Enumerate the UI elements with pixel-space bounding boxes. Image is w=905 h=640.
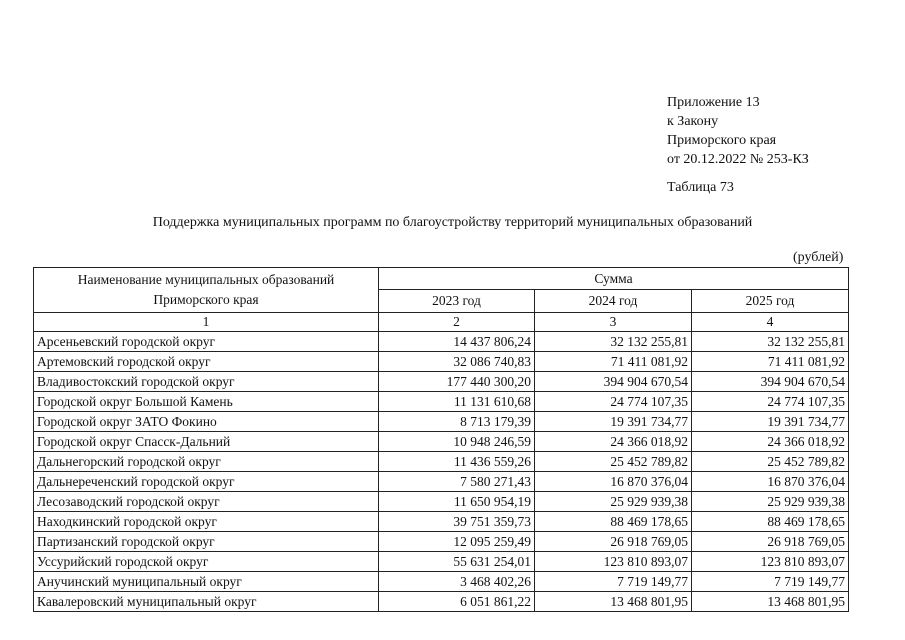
column-number: 1 xyxy=(34,313,379,332)
amount-2025: 25 452 789,82 xyxy=(692,452,849,472)
header-name-line2: Приморского края xyxy=(153,292,259,307)
amount-2023: 55 631 254,01 xyxy=(379,552,535,572)
municipality-name: Владивостокский городской округ xyxy=(34,372,379,392)
municipality-name: Городской округ ЗАТО Фокино xyxy=(34,412,379,432)
table-row xyxy=(34,392,849,412)
municipality-name: Находкинский городской округ xyxy=(34,512,379,532)
budget-table xyxy=(33,267,849,612)
municipality-name: Арсеньевский городской округ xyxy=(34,332,379,352)
column-number: 2 xyxy=(379,313,535,332)
amount-2024: 88 469 178,65 xyxy=(535,512,692,532)
amount-2025: 71 411 081,92 xyxy=(692,352,849,372)
municipality-name: Кавалеровский муниципальный округ xyxy=(34,592,379,612)
municipality-name: Лесозаводский городской округ xyxy=(34,492,379,512)
amount-2025: 24 366 018,92 xyxy=(692,432,849,452)
table-row xyxy=(34,532,849,552)
table-row xyxy=(34,412,849,432)
amount-2025: 123 810 893,07 xyxy=(692,552,849,572)
attachment-line: к Закону xyxy=(667,114,719,129)
attachment-line: Приложение 13 xyxy=(667,95,760,110)
amount-2025: 32 132 255,81 xyxy=(692,332,849,352)
table-row xyxy=(34,572,849,592)
table-row xyxy=(34,432,849,452)
document-title: Поддержка муниципальных программ по благоустройству территорий муниципальных образований xyxy=(152,215,753,230)
attachment-line: Приморского края xyxy=(667,133,777,148)
municipality-name: Анучинский муниципальный округ xyxy=(34,572,379,592)
municipality-name: Городской округ Спасск-Дальний xyxy=(34,432,379,452)
amount-2023: 14 437 806,24 xyxy=(379,332,535,352)
table-row xyxy=(34,472,849,492)
attachment-block xyxy=(667,93,809,169)
amount-2024: 19 391 734,77 xyxy=(535,412,692,432)
amount-2025: 13 468 801,95 xyxy=(692,592,849,612)
municipality-name: Дальнегорский городской округ xyxy=(34,452,379,472)
amount-2024: 26 918 769,05 xyxy=(535,532,692,552)
table-row xyxy=(34,332,849,352)
column-number: 4 xyxy=(692,313,849,332)
municipality-name: Артемовский городской округ xyxy=(34,352,379,372)
municipality-name: Уссурийский городской округ xyxy=(34,552,379,572)
amount-2023: 12 095 259,49 xyxy=(379,532,535,552)
header-year-2024: 2024 год xyxy=(535,290,692,313)
amount-2023: 39 751 359,73 xyxy=(379,512,535,532)
amount-2023: 10 948 246,59 xyxy=(379,432,535,452)
amount-2023: 11 650 954,19 xyxy=(379,492,535,512)
municipality-name: Городской округ Большой Камень xyxy=(34,392,379,412)
table-row xyxy=(34,592,849,612)
amount-2024: 24 366 018,92 xyxy=(535,432,692,452)
table-row xyxy=(34,452,849,472)
table-row xyxy=(34,512,849,532)
municipality-name: Дальнереченский городской округ xyxy=(34,472,379,492)
amount-2023: 8 713 179,39 xyxy=(379,412,535,432)
amount-2024: 13 468 801,95 xyxy=(535,592,692,612)
amount-2024: 123 810 893,07 xyxy=(535,552,692,572)
column-number: 3 xyxy=(535,313,692,332)
header-year-2023: 2023 год xyxy=(379,290,535,313)
amount-2023: 11 131 610,68 xyxy=(379,392,535,412)
amount-2025: 25 929 939,38 xyxy=(692,492,849,512)
amount-2025: 88 469 178,65 xyxy=(692,512,849,532)
amount-2025: 26 918 769,05 xyxy=(692,532,849,552)
amount-2024: 25 452 789,82 xyxy=(535,452,692,472)
table-row xyxy=(34,352,849,372)
header-name-cell xyxy=(34,268,379,313)
unit-label: (рублей) xyxy=(793,250,844,265)
amount-2023: 7 580 271,43 xyxy=(379,472,535,492)
table-number: Таблица 73 xyxy=(667,180,734,195)
amount-2024: 24 774 107,35 xyxy=(535,392,692,412)
amount-2025: 394 904 670,54 xyxy=(692,372,849,392)
amount-2023: 11 436 559,26 xyxy=(379,452,535,472)
amount-2025: 19 391 734,77 xyxy=(692,412,849,432)
amount-2025: 24 774 107,35 xyxy=(692,392,849,412)
header-year-2025: 2025 год xyxy=(692,290,849,313)
amount-2024: 7 719 149,77 xyxy=(535,572,692,592)
municipality-name: Партизанский городской округ xyxy=(34,532,379,552)
amount-2023: 3 468 402,26 xyxy=(379,572,535,592)
table-row xyxy=(34,552,849,572)
attachment-line: от 20.12.2022 № 253-КЗ xyxy=(667,152,809,167)
column-numbers-row xyxy=(34,313,849,332)
amount-2024: 16 870 376,04 xyxy=(535,472,692,492)
table-row xyxy=(34,492,849,512)
header-sum: Сумма xyxy=(379,268,849,290)
amount-2023: 177 440 300,20 xyxy=(379,372,535,392)
amount-2024: 394 904 670,54 xyxy=(535,372,692,392)
amount-2025: 7 719 149,77 xyxy=(692,572,849,592)
amount-2024: 32 132 255,81 xyxy=(535,332,692,352)
amount-2024: 71 411 081,92 xyxy=(535,352,692,372)
header-row xyxy=(34,268,849,290)
header-name-line1: Наименование муниципальных образований xyxy=(77,272,335,287)
amount-2023: 32 086 740,83 xyxy=(379,352,535,372)
amount-2025: 16 870 376,04 xyxy=(692,472,849,492)
table-row xyxy=(34,372,849,392)
amount-2023: 6 051 861,22 xyxy=(379,592,535,612)
amount-2024: 25 929 939,38 xyxy=(535,492,692,512)
